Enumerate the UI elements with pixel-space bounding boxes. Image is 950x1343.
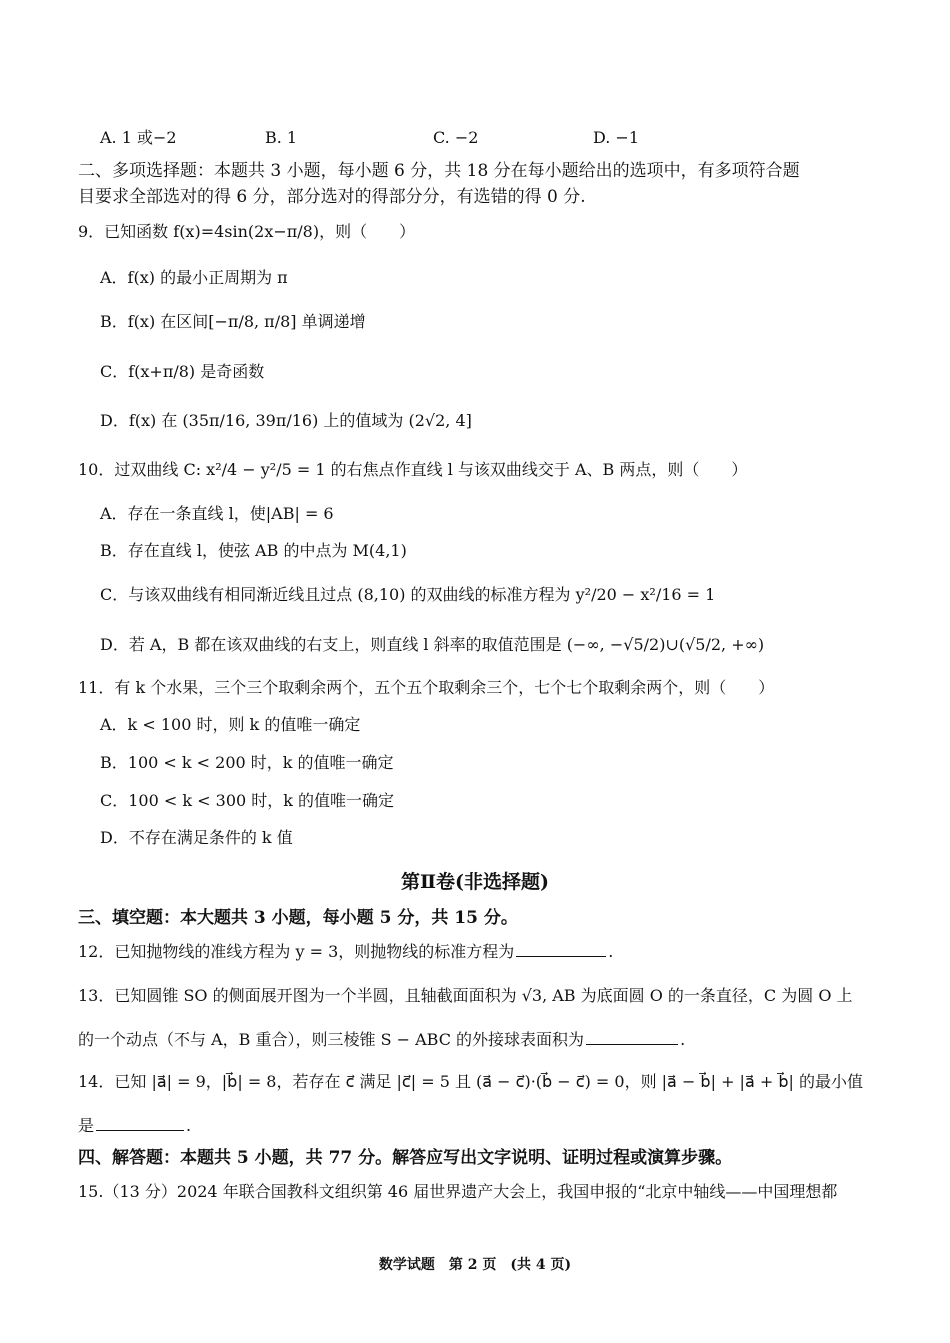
q12-end: . — [608, 942, 614, 961]
q11-option-d: D．不存在满足条件的 k 值 — [100, 828, 293, 847]
q14-text: 是 — [78, 1116, 95, 1135]
q13-text: 的一个动点（不与 A，B 重合），则三棱锥 S − ABC 的外接球表面积为 — [78, 1030, 585, 1049]
q10-option-c: C．与该双曲线有相同渐近线且过点 (8,10) 的双曲线的标准方程为 y²/20 − x²/16 = 1 — [100, 585, 716, 604]
q13-answer-blank — [586, 1028, 678, 1045]
q13-line1: 13．已知圆锥 SO 的侧面展开图为一个半圆，且轴截面面积为 √3, AB 为底面圆 O 的一条直径，C 为圆 O 上 — [78, 986, 853, 1005]
q11-option-a: A．k < 100 时，则 k 的值唯一确定 — [100, 715, 361, 734]
part2-title: 第Ⅱ卷(非选择题) — [401, 871, 549, 893]
q9-option-d: D．f(x) 在 (35π/16, 39π/16) 上的值域为 (2√2, 4] — [100, 411, 472, 430]
q11-option-b: B．100 < k < 200 时，k 的值唯一确定 — [100, 753, 394, 772]
q9-option-b: B．f(x) 在区间[−π/8, π/8] 单调递增 — [100, 312, 366, 331]
q14-line1: 14．已知 |a⃗| = 9，|b⃗| = 8，若存在 c⃗ 满足 |c⃗| = 5 且 (a⃗ − c⃗)·(b⃗ − c⃗) = 0，则 |a⃗ − b⃗| + |a⃗ + b⃗| 的最小值 — [78, 1072, 863, 1091]
q14-answer-blank — [96, 1114, 184, 1131]
q9-option-a: A．f(x) 的最小正周期为 π — [100, 268, 288, 287]
q14-line2 — [78, 1114, 191, 1136]
q9-option-c: C．f(x+π/8) 是奇函数 — [100, 362, 265, 381]
q10-option-b: B．存在直线 l，使弦 AB 的中点为 M(4,1) — [100, 541, 407, 560]
section2-header-line1: 二、多项选择题：本题共 3 小题，每小题 6 分，共 18 分在每小题给出的选项中，有多项符合题 — [78, 161, 800, 181]
q14-end: . — [186, 1116, 192, 1135]
section2-header-line2: 目要求全部选对的得 6 分，部分选对的得部分分，有选错的得 0 分. — [78, 187, 586, 207]
q8-option-c: C. −2 — [433, 128, 479, 147]
q11-stem: 11．有 k 个水果，三个三个取剩余两个，五个五个取剩余三个，七个七个取剩余两个，则（ ） — [78, 678, 775, 697]
q12-text: 12．已知抛物线的准线方程为 y = 3，则抛物线的标准方程为 — [78, 942, 515, 961]
q13-end: . — [680, 1030, 686, 1049]
q11-option-c: C．100 < k < 300 时，k 的值唯一确定 — [100, 791, 395, 810]
q8-option-b: B. 1 — [265, 128, 298, 147]
q10-option-d: D．若 A，B 都在该双曲线的右支上，则直线 l 斜率的取值范围是 (−∞, −√5/2)∪(√5/2, +∞) — [100, 635, 765, 654]
page-footer: 数学试题 第 2 页 (共 4 页) — [378, 1257, 572, 1273]
q10-option-a: A．存在一条直线 l，使|AB| = 6 — [100, 504, 334, 523]
q9-stem: 9．已知函数 f(x)=4sin(2x−π/8)，则（ ） — [78, 222, 416, 241]
q12-line — [78, 940, 613, 962]
q13-line2 — [78, 1028, 685, 1050]
q10-stem: 10．过双曲线 C: x²/4 − y²/5 = 1 的右焦点作直线 l 与该双曲线交于 A、B 两点，则（ ） — [78, 460, 748, 479]
q8-option-a: A. 1 或−2 — [100, 128, 177, 147]
section4-header: 四、解答题：本题共 5 小题，共 77 分。解答应写出文字说明、证明过程或演算步骤。 — [78, 1148, 733, 1168]
q12-answer-blank — [516, 940, 606, 957]
q8-option-d: D. −1 — [593, 128, 640, 147]
q15-line1: 15.（13 分）2024 年联合国教科文组织第 46 届世界遗产大会上，我国申报的“北京中轴线——中国理想都 — [78, 1182, 838, 1201]
section3-header: 三、填空题：本大题共 3 小题，每小题 5 分，共 15 分。 — [78, 908, 518, 928]
